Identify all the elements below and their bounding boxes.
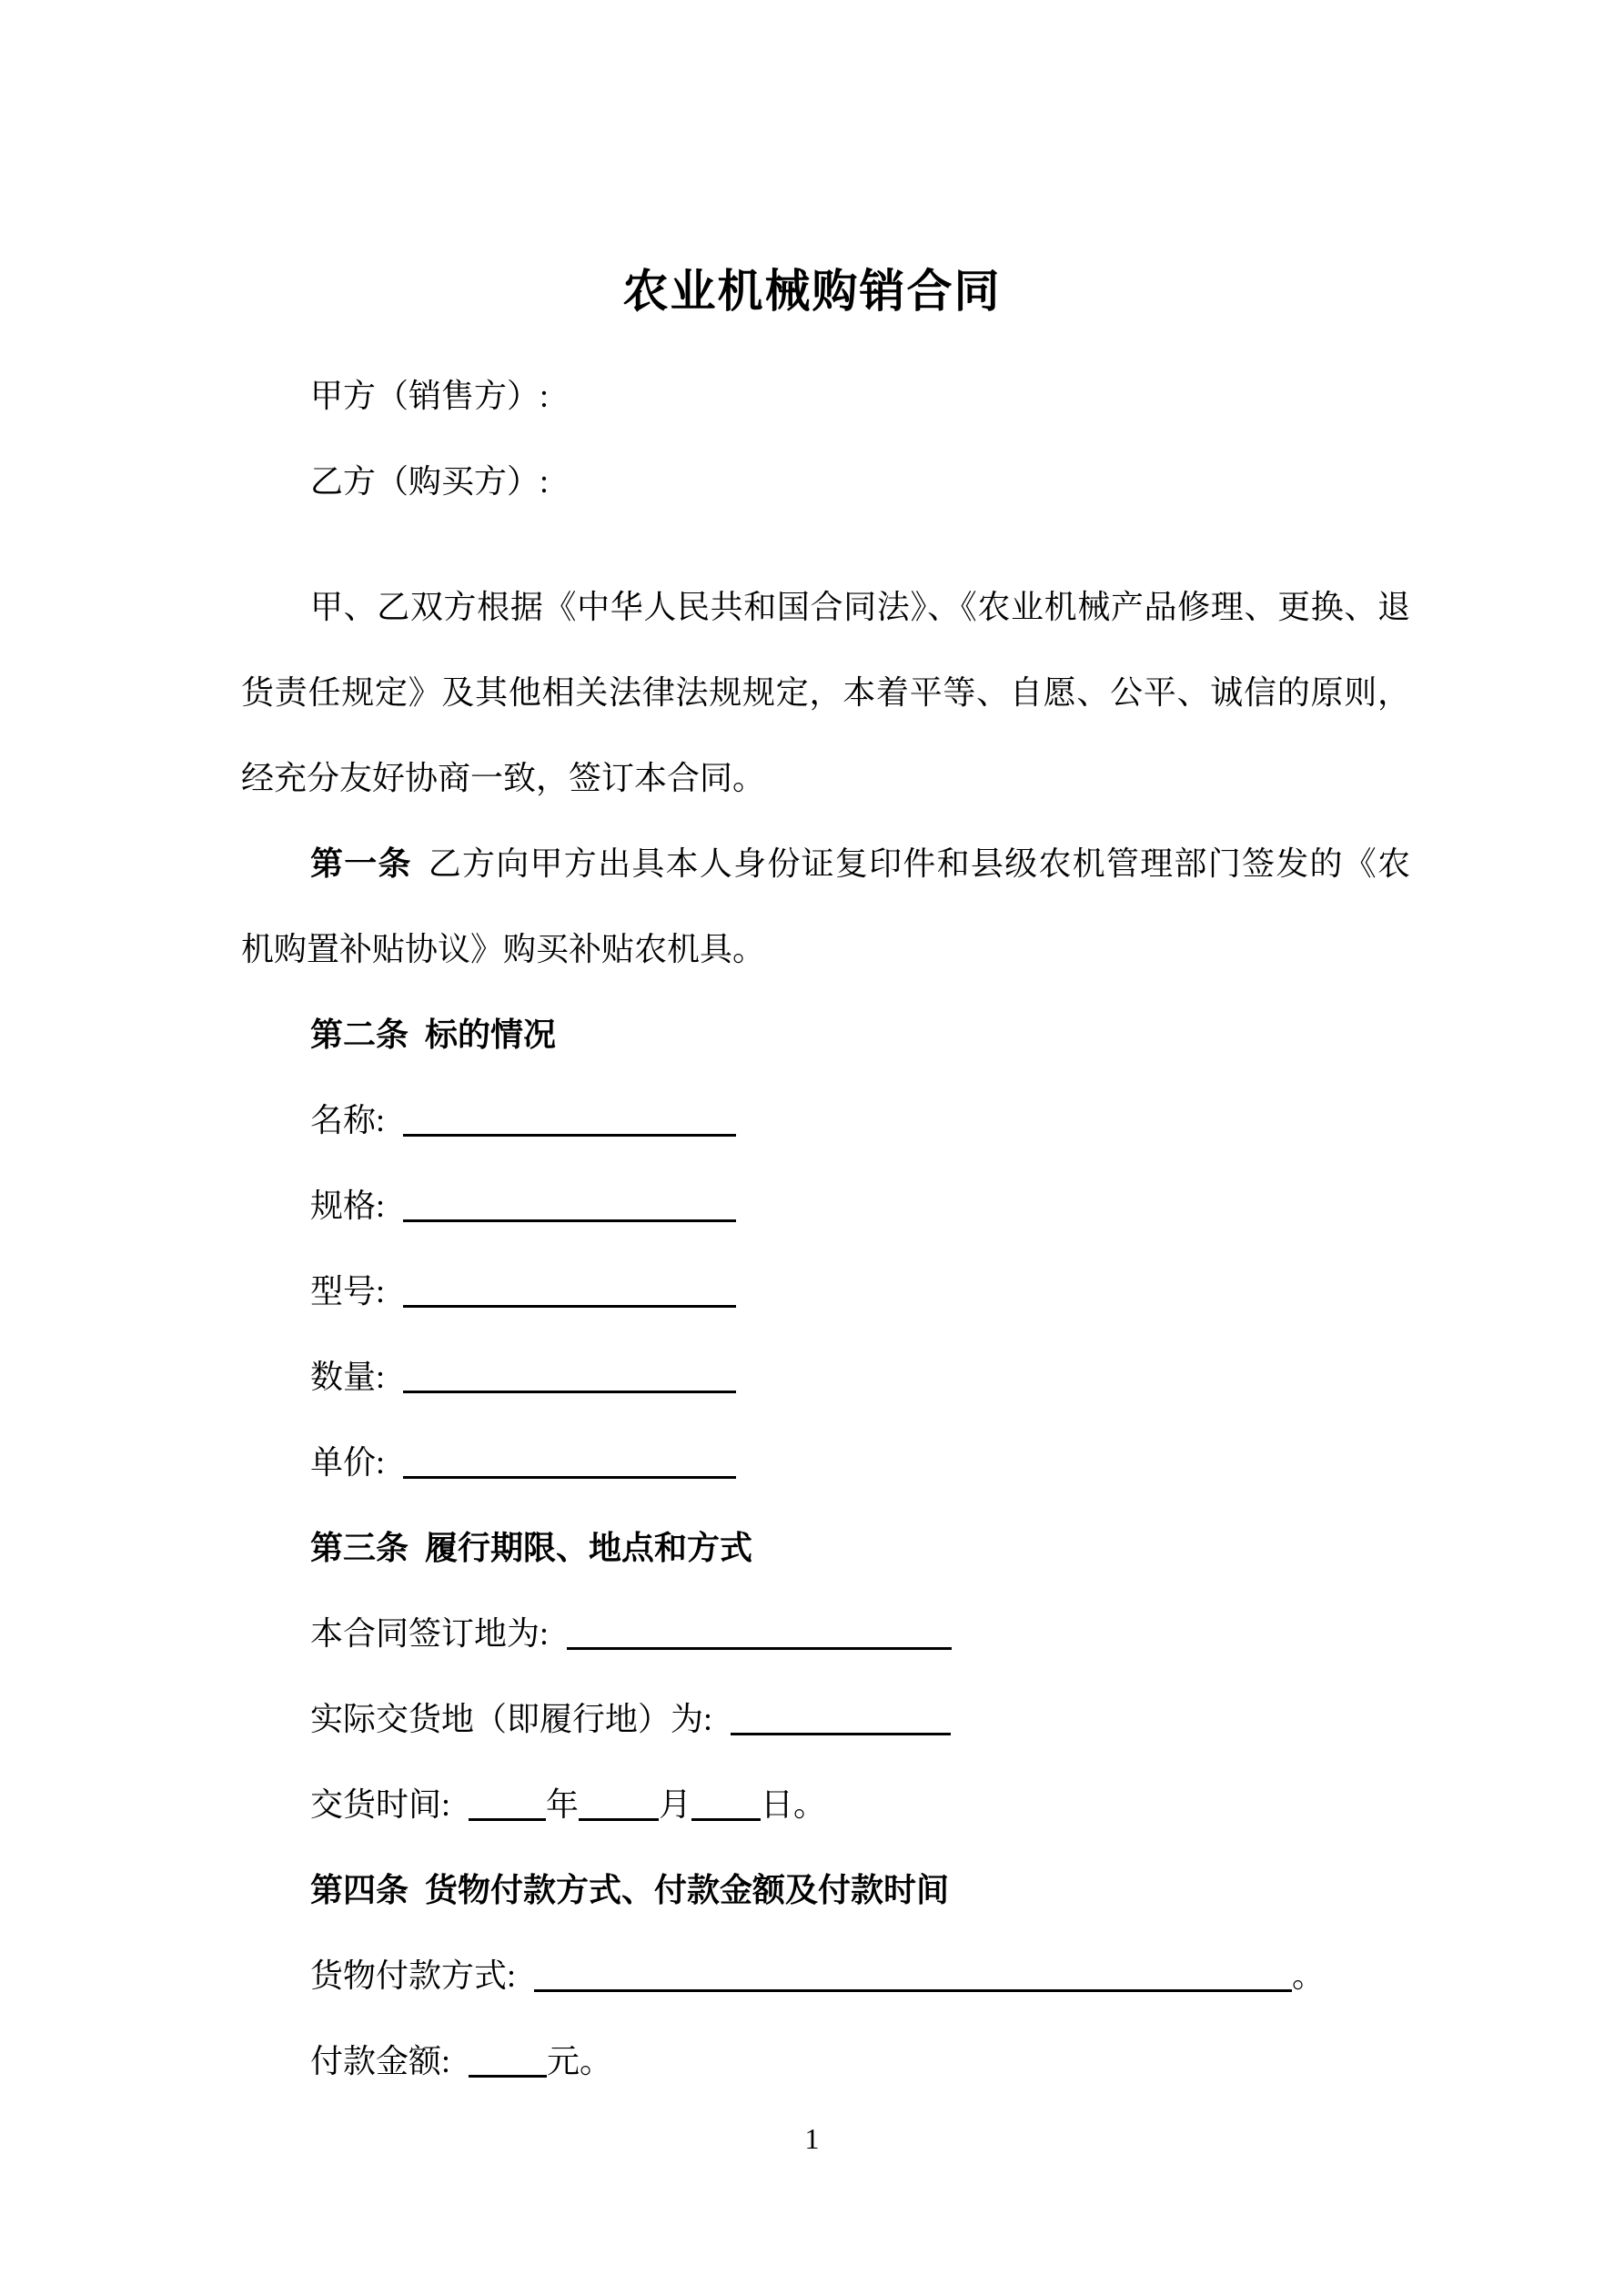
pay-method-period: 。 (1292, 1957, 1326, 1994)
sign-place-blank (567, 1611, 952, 1650)
article-1-text-1: 乙方向甲方出具本人身份证复印件和县级农机管理部门签发的《农 (428, 845, 1410, 882)
pay-method-line (241, 1933, 1410, 2018)
party-b-line (241, 439, 1410, 524)
article-3-label: 第三条 (310, 1530, 409, 1566)
delivery-place-label: 实际交货地（即履行地）为: (310, 1701, 713, 1737)
sign-place-line (241, 1591, 1410, 1676)
pay-amount-line (241, 2018, 1410, 2104)
document-body (0, 353, 1624, 2104)
party-a-label: 甲方（销售方）: (310, 378, 550, 414)
field-price-line (241, 1420, 1410, 1505)
preamble-line-1: 甲、乙双方根据《中华人民共和国合同法》、《农业机械产品修理、更换、退 (310, 589, 1410, 625)
article-2-heading (241, 992, 1410, 1077)
pay-amount-label: 付款金额: (310, 2043, 451, 2079)
sign-place-label: 本合同签订地为: (310, 1615, 550, 1652)
delivery-time-line (241, 1762, 1410, 1847)
party-a-line (241, 353, 1410, 439)
document-title: 农业机械购销合同 (622, 266, 1002, 317)
delivery-place-line (241, 1676, 1410, 1762)
field-name-label: 名称: (310, 1102, 386, 1138)
field-price-label: 单价: (310, 1444, 386, 1481)
field-model-blank (403, 1269, 736, 1308)
article-1-label: 第一条 (310, 845, 412, 882)
page-number: 1 (804, 2122, 820, 2155)
article-2-title: 标的情况 (425, 1017, 557, 1053)
field-model-label: 型号: (310, 1273, 386, 1310)
article-4-label: 第四条 (310, 1872, 409, 1908)
article-1-line-1 (241, 821, 1410, 906)
article-4-title: 货物付款方式、付款金额及付款时间 (425, 1872, 950, 1908)
field-qty-label: 数量: (310, 1359, 386, 1395)
field-model-line (241, 1249, 1410, 1334)
article-3-heading (241, 1505, 1410, 1591)
field-price-blank (403, 1440, 736, 1479)
delivery-place-blank (731, 1696, 951, 1735)
year-label: 年 (546, 1786, 580, 1823)
article-3-title: 履行期限、地点和方式 (425, 1530, 753, 1566)
field-qty-line (241, 1334, 1410, 1420)
pay-amount-blank (469, 2038, 547, 2078)
field-name-line (241, 1077, 1410, 1163)
pay-amount-suffix: 元。 (547, 2043, 613, 2079)
pay-method-blank (534, 1953, 1292, 1992)
preamble-line-3: 经充分友好协商一致，签订本合同。 (241, 760, 766, 796)
month-label: 月 (659, 1786, 692, 1823)
pay-method-label: 货物付款方式: (310, 1957, 517, 1994)
delivery-year-blank (469, 1782, 546, 1821)
field-qty-blank (403, 1354, 736, 1393)
article-2-label: 第二条 (310, 1017, 409, 1053)
delivery-month-blank (579, 1782, 659, 1821)
day-label: 日。 (761, 1786, 827, 1823)
article-4-heading (241, 1847, 1410, 1933)
delivery-time-label: 交货时间: (310, 1786, 451, 1823)
article-1-line-2: 机购置补贴协议》购买补贴农机具。 (241, 931, 766, 967)
preamble-line-2: 货责任规定》及其他相关法律法规规定，本着平等、自愿、公平、诚信的原则， (241, 674, 1410, 711)
party-b-label: 乙方（购买方）: (310, 463, 550, 500)
field-spec-label: 规格: (310, 1188, 386, 1224)
field-spec-blank (403, 1183, 736, 1222)
field-name-blank (403, 1097, 736, 1137)
delivery-day-blank (691, 1782, 761, 1821)
field-spec-line (241, 1163, 1410, 1249)
